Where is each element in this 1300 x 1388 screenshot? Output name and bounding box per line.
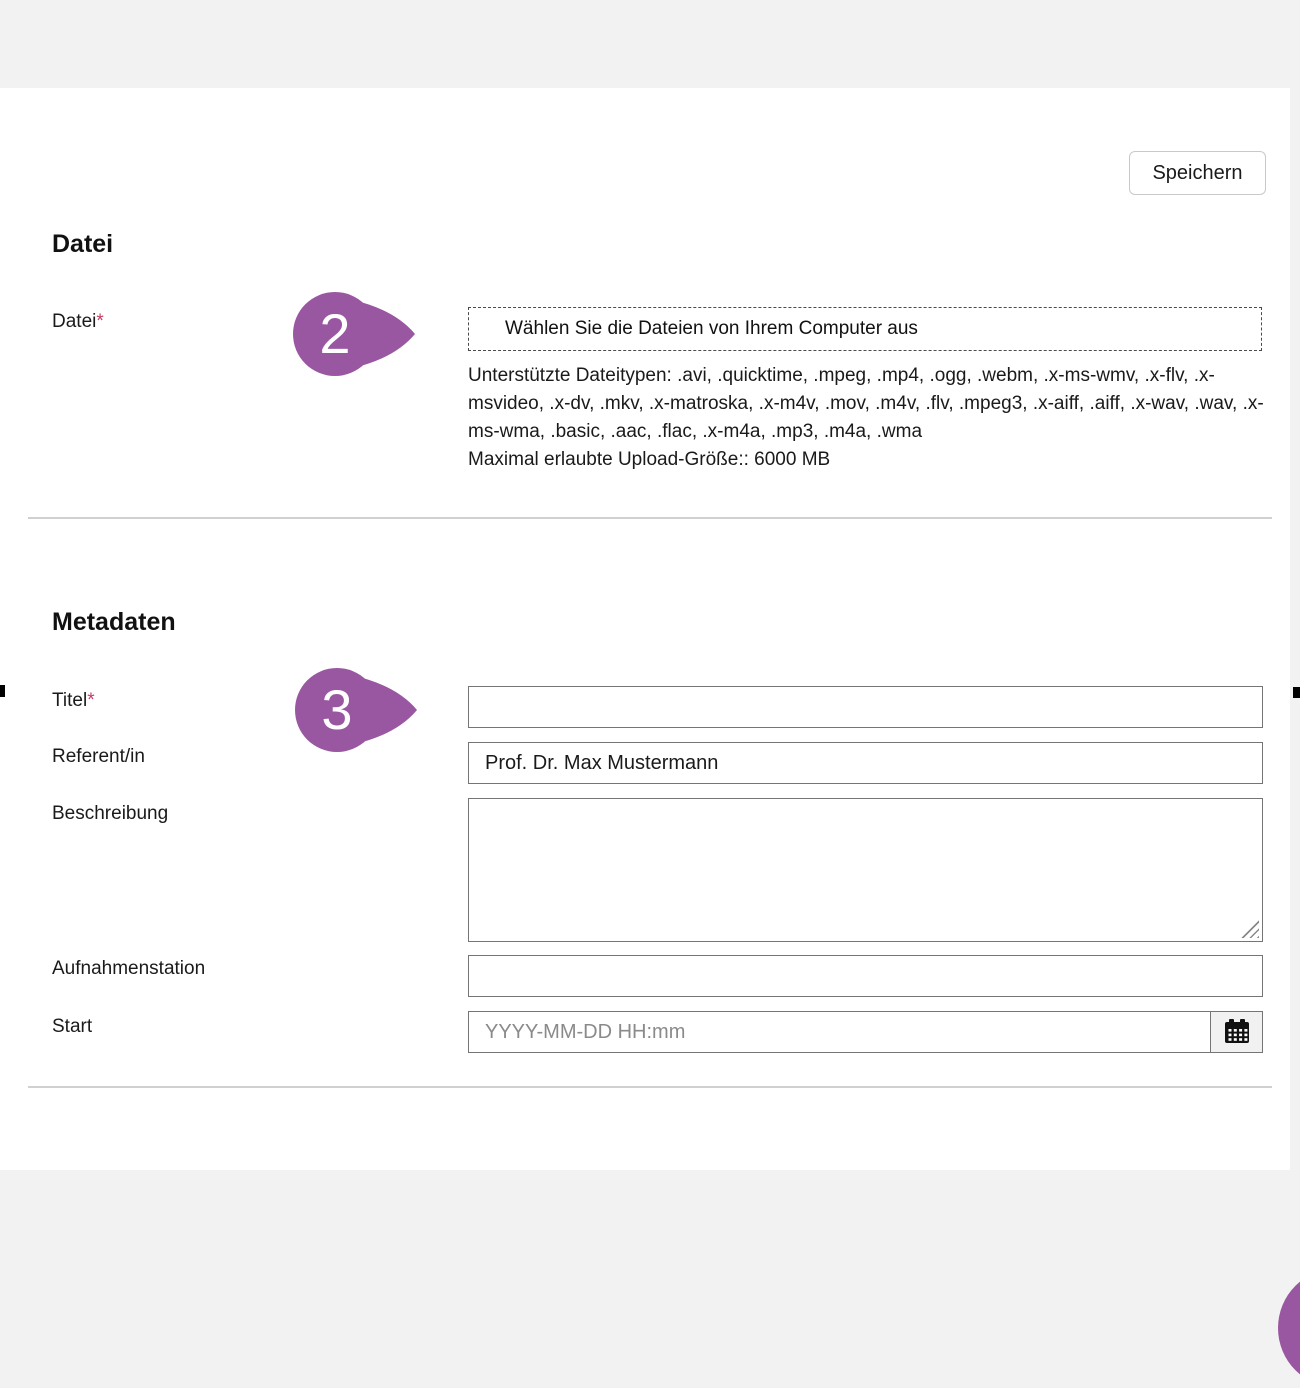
max-upload-size-text: Maximal erlaubte Upload-Größe:: 6000 MB: [468, 449, 831, 470]
aufnahmenstation-input[interactable]: [468, 955, 1263, 997]
file-choose-button-label: Wählen Sie die Dateien von Ihrem Computer aus: [505, 318, 918, 339]
annotation-badge-3: [295, 668, 421, 752]
referent-field-label: Referent/in: [52, 746, 145, 767]
upload-form-panel: [0, 88, 1290, 1170]
section-divider-top: [28, 517, 1272, 519]
referent-input[interactable]: [468, 742, 1263, 784]
annotation-badge-2: [293, 292, 419, 376]
file-helper-text: [468, 362, 1268, 474]
supported-filetypes-text: Unterstützte Dateitypen: .avi, .quicktime, .mpeg, .mp4, .ogg, .webm, .x-ms-wmv, .x-flv, .x-msvideo, .x-dv, .mkv, .x-matroska, .x-m4v, .mov, .m4v, .flv, .mpeg3, .x-aiff, .aiff, .x-wav, .wav, .x-ms-wma, .basic, .aac, .flac, .x-m4a, .mp3, .m4a, .wma: [468, 365, 1264, 442]
titel-input[interactable]: [468, 686, 1263, 728]
start-datetime-input[interactable]: [468, 1011, 1263, 1053]
beschreibung-textarea[interactable]: [468, 798, 1263, 942]
required-marker: *: [87, 690, 95, 711]
beschreibung-field-label: Beschreibung: [52, 803, 169, 824]
file-field-label: [52, 311, 104, 333]
file-field-label-text: Datei: [52, 311, 97, 332]
file-section-heading: Datei: [52, 230, 114, 258]
start-field-label: Start: [52, 1016, 93, 1037]
required-marker: *: [96, 311, 104, 332]
metadata-section-heading: Metadaten: [52, 608, 176, 636]
titel-field-label: [52, 690, 95, 712]
save-button[interactable]: Speichern: [1129, 151, 1266, 195]
left-edge-marker: [0, 685, 5, 697]
annotation-badge-2-number: 2: [319, 302, 351, 365]
calendar-icon: [1224, 1019, 1250, 1045]
section-divider-bottom: [28, 1086, 1272, 1088]
annotation-badge-partial: [1278, 1268, 1300, 1388]
file-choose-button[interactable]: [468, 307, 1262, 351]
titel-field-label-text: Titel: [52, 690, 88, 711]
annotation-badge-3-number: 3: [321, 678, 353, 741]
aufnahmenstation-field-label: Aufnahmenstation: [52, 958, 206, 979]
right-edge-marker: [1293, 687, 1300, 698]
calendar-picker-button[interactable]: [1210, 1012, 1262, 1052]
